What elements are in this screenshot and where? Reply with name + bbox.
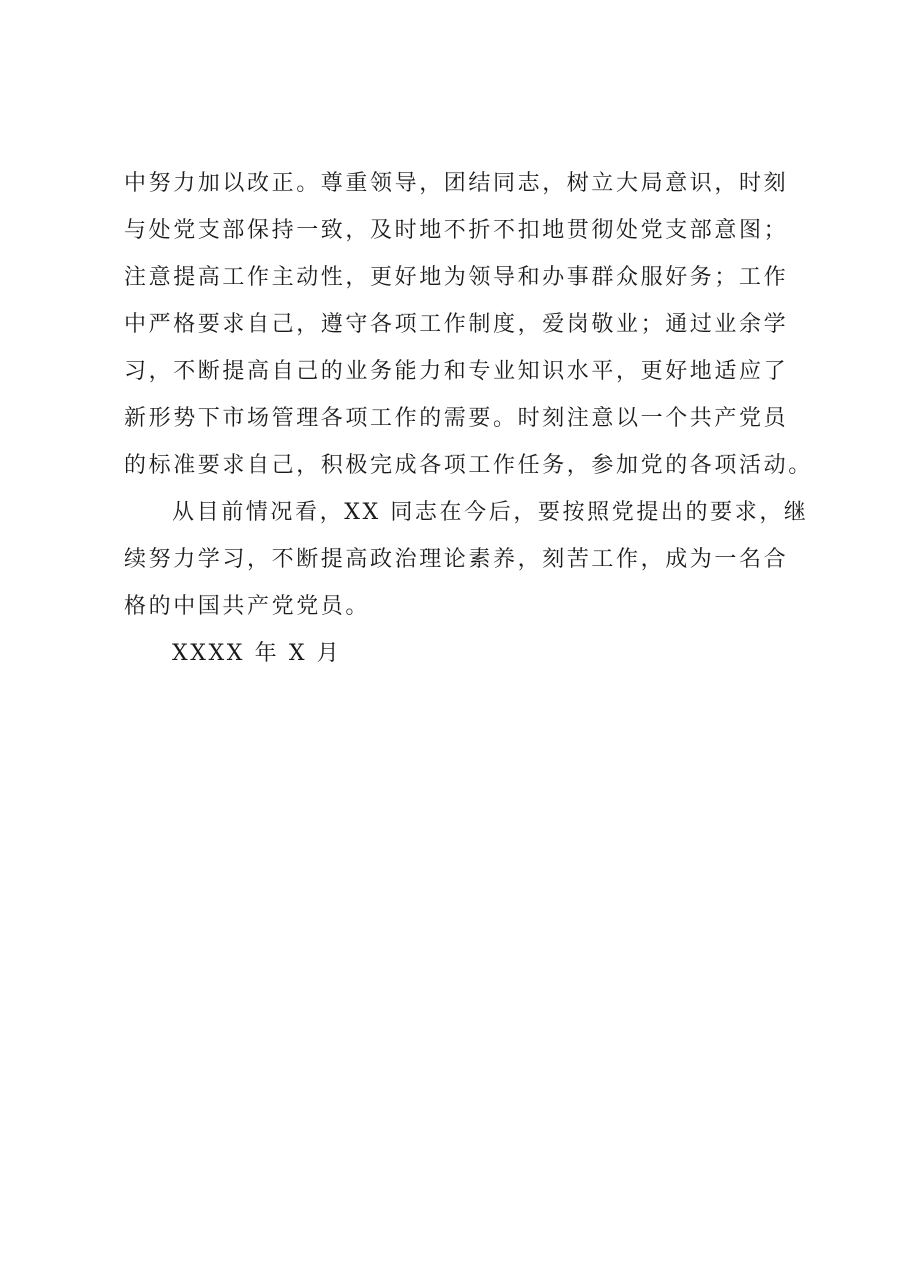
paragraph-2 [124, 489, 809, 630]
text-line: 从目前情况看，XX 同志在今后，要按照党提出的要求，继 [172, 500, 809, 525]
text-line: 注意提高工作主动性，更好地为领导和办事群众服好务；工作 [124, 265, 789, 290]
date-line: XXXX 年 X 月 [172, 641, 342, 666]
text-line: 的标准要求自己，积极完成各项工作任务，参加党的各项活动。 [124, 453, 813, 478]
paragraph-1 [124, 160, 813, 489]
text-line: 续努力学习，不断提高政治理论素养，刻苦工作，成为一名合 [124, 547, 789, 572]
text-line: 新形势下市场管理各项工作的需要。时刻注意以一个共产党员 [124, 406, 789, 431]
text-line: 习，不断提高自己的业务能力和专业知识水平，更好地适应了 [124, 359, 789, 384]
text-line: 中严格要求自己，遵守各项工作制度，爱岗敬业；通过业余学 [124, 312, 789, 337]
document-body [124, 160, 813, 677]
text-line: 格的中国共产党党员。 [124, 594, 371, 619]
text-line: 中努力加以改正。尊重领导，团结同志，树立大局意识，时刻 [124, 171, 789, 196]
text-line: 与处党支部保持一致，及时地不折不扣地贯彻处党支部意图； [124, 218, 789, 243]
